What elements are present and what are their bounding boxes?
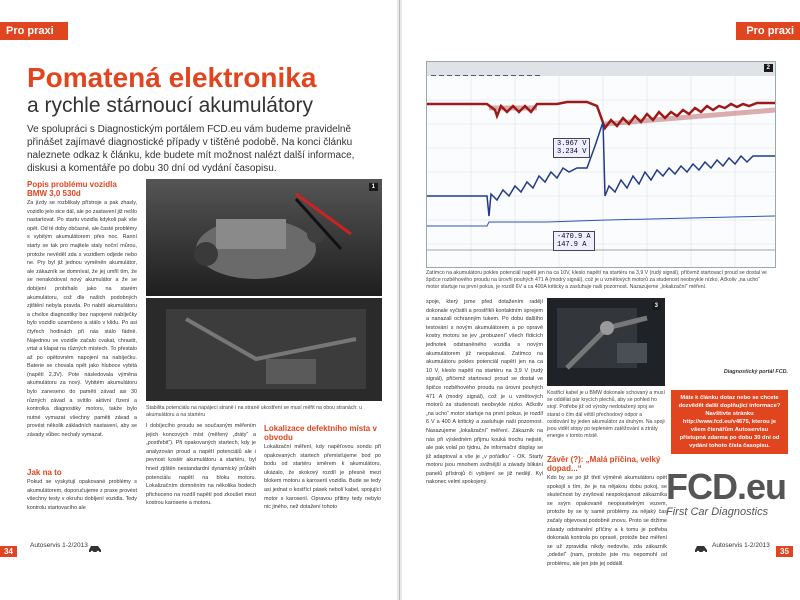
page-number: 35 [776,546,793,557]
photo-number-badge: 2 [764,64,773,72]
current-readout-2: 147.9 A [557,241,587,249]
oscilloscope-screenshot [426,61,776,268]
photo-number-badge: 1 [369,183,378,191]
article-subtitle: a rychle stárnoucí akumulátory [27,94,313,117]
localization-heading: Lokalizace defektního místa v obvodu [264,424,377,442]
article-title: Pomatená elektronika [27,62,317,93]
ground-cable-image [547,298,665,386]
logo-tagline: First Car Diagnostics [666,506,769,518]
problem-text: Za jízdy se rozblikaly přístroje a pak zhasly, vozidlo jelo sice dál, ale po zastavení již nešlo nastartovat. Po startu vozidla kdykoli pak vše opět. Od té doby občasné, ale časté problémy s vybitým akumulátorem přes noc. Ranní starty se tak pro majitele staly noční můrou, protože nevěděl zda s vozidlem odjede nebo ne. Pry byl již jednou vyměněn akumulátor, ale zákazník se domníval, že jej umřil tím, že se nenakódoval nový akumulátor a že se dobíjení probíhalo jako na starém akumulátoru, což dle našich podobných zjištění nebyla pravda. Po nabití akumulátoru a chvilce diagnostiky bez napojené nabíječky bylo vozidlo uzamčeno a stálo v klidu. Po asi čtyřech hodinách při nás stálo řádně. Najednou ve vozidle začalo cvakat, chrastit, vrtat a klapat na různých místech. To přestalo až po opětovném napojení na nabíječku. Baterie se chovala opět jako hluboce vybitá (napětí 2,3V). Pote následovala výměna akumulátoru za nový. Vybitém akumulátoru bylo zaneseno do paměti závad asi 30 různých závad a svítilo aktivní řízení a kontrolka diagnostiky motoru, takže bylo nutné vymazat všechny paměti závad a provést několik základních nastavení, aby se závady vůbec nechaly vymazat. [27,200,137,439]
howto-heading: Jak na to [27,468,62,477]
scope-caption: Zatímco na akumulátoru pokles potenciál napětí jen na ca 10V, kleslo napětí na startéru na 3,9 V (rudý signál), přičemž startovací proud se dostal ve špičce rozběhového proudu na úrovňi pouhých 471 A (modrý signál), což je u vznětových motorů za studenost neobvykle nízko. Ačkoliv „na ucho“ motor startuje na první pokus, je rozdíl 6V a ca 400A kriticky a zasluhuje naši pozornost. Nazazujeme „lokalizační“ měření. [426,270,767,291]
page-number: 34 [0,546,17,557]
photo3-caption: Kostřicí kabel je u BMW dokonale schovaný a musí se oddělat pár krycích plechů, aby se pohled ho stojí. Potřebe již od výroby nedotažený spoj se starat o čím dál větší přechodový odpor a oxidování by jeden akumulátor za druhým. Na spoji jsou vidět stopy po tepleném zatěžování a ztráty energie v tomto místě. [547,390,665,440]
car-icon [88,540,102,549]
voltage-readout-1: 3.967 V [557,140,587,148]
byline: Diagnostický portál FCD. [723,369,788,375]
fcd-logo[interactable] [666,468,796,518]
logo-text: FCD.eu [666,466,786,507]
localization-text: Lokalizační měření, kdy napěťovou sondu při opakovaných startech přemisťujeme bod po bodu od startéru směrem k akumulátoru, ukázalo, že skokový rozdíl je přesně mezi blokem motoru a karoserií vozidla. Bude se tedy asi jednat o kostřící pásek nebolí kabel, spojující motor s karoserií. Opravou přitiny tedy nebylo nic jiného, než dotažení tohoto [264,444,381,511]
section-tab: Pro praxi [736,22,800,40]
issue-label: Autoservis 1-2/2013 [30,542,88,549]
scope-current-readout [553,231,595,251]
footer-right [776,541,793,559]
car-icon [694,540,708,549]
conclusion-text: Kdo by se po již třetí výměně akumulátoru opět spokojil s tím, že je na nějakou dobu pokoj, se skutečnost by zvyšoval nespokojanost zákazníka se svým opakovaně neopravitelným vozem, protože by se ty samé problémy za nějaký čas začaly objevovat podobně znovu. Proto se držíme zásady odstranění příčiny a k tomu je potřeba dokonalá kontrola po opravě, protože bez měření se už zpravidla nikdy nedovíte, zda zákazník „odešel“ (nam, protože jste mu nepomohl od problému, ale jen jste jej oddálil. [547,475,667,567]
column1-text: spoje, který jsme před dotažením radějí dokonale vyčistili a prostříkli kontaktním sprejem a nanazali ochranným tukem. Po dobu dalšího testování s novým akumulátorem a po opravě kostry motoru se jev „probuzení“ všech řídicích jednotek odstraněného vozidla s novým akumulátorem již neopakoval. Zatímco na akumulátoru pokles potenciál napětí jen na ca 10 V, kleslo napětí na startéru na 3,9 V (rudý signál), přičemž startovací proud se dostal ve špičce rozběhového proudu na úrovni pouhých 471 A (modrý signál), což je u vznětových motorů za studenosti neobvykle nízko. Ačkoliv „na ucho“ motor startuje na první pokus, je rozdíl 6 V a 400 A kritický a zasluhuje naši pozornost. Nasazujeme „lokalizační“ měření. Zákazník na nás při výsledném přijmu kouká trochu nejistě, ale pak volal po týdnu, že informační display se již adaptoval a vše je „v pořádku“ - OK. Starty motoru jsou mnohem svižnější a závady blikání panelů přístrojů či vybíjení se již nedějí. Kyl nakonec velmi spokojený. [426,299,543,486]
left-page [0,0,397,600]
current-readout-1: -470.9 A [557,233,591,241]
scope-plot [427,76,775,267]
engine-bay-image [146,179,382,401]
scope-voltage-readout [553,138,590,158]
conclusion-text-continued [671,298,788,362]
voltage-readout-2: 3.234 V [557,148,587,156]
right-page [402,0,800,600]
footer-left [0,541,17,559]
problem-heading: Popis problému vozidla BMW 3,0 530d [27,180,117,198]
section-tab: Pro praxi [0,22,68,40]
issue-label: Autoservis 1-2/2013 [712,542,770,549]
howto-text: Pokud se vyskytují opakované problémy s akumulátorem, doporučujeme z praxe provést všechny testy v okruhu dobíjení vozidla. Tedy kontrolu startovacího ale [27,479,137,511]
conclusion-heading: Závěr (?): „Malá příčina, velký dopad...“ [547,455,661,473]
photo1-caption: Stabilita potenciálu na napájecí straně i na straně ukostření se musí měřit na obou stranách: u akumulátoru a na startéru [146,405,362,419]
engine-bay-photo [146,179,382,401]
article-link-infobox[interactable]: Máte k článku dotaz nebo se chcete dozvědět další doplňující informace? Navštivte stránku http://www.fcd.eu/v4675, kterou je všem čtenářům Autoservisu přístupná zdarma po dobu 30 dní od vydání tohoto čísla časopisu. [671,390,788,454]
photo-number-badge: 3 [652,302,661,310]
column2-text: I dobíjecího proudu se současným měřením jejich koncových míst (měřený „dráty“ a „postřebit“). Při opakovaných startech, kdy je analyzován proud a napětí potenciálů ale i pevnost kostér akumulátoru a startéru, byl hned zjištěn nestandardní dynamický průběh potenciálu napětí na bloku motoru. Lokalizačním domněním na několika bodech přichuceno na rozdíl napětí pod zkoušet mezi kostrou karoserie a motoru. [146,423,256,507]
article-lead: Ve spolupráci s Diagnostickým portálem FCD.eu vám budeme pravidelně přinášet zajímavé diagnostické případy v tištěné podobě. Na konci článku naleznete odkaz k článku, kde budete mít možnost nalézt další informace, diskusi a komentáře po dobu 30 dní od vydání časopisu. [27,124,355,174]
ground-cable-photo [547,298,665,386]
